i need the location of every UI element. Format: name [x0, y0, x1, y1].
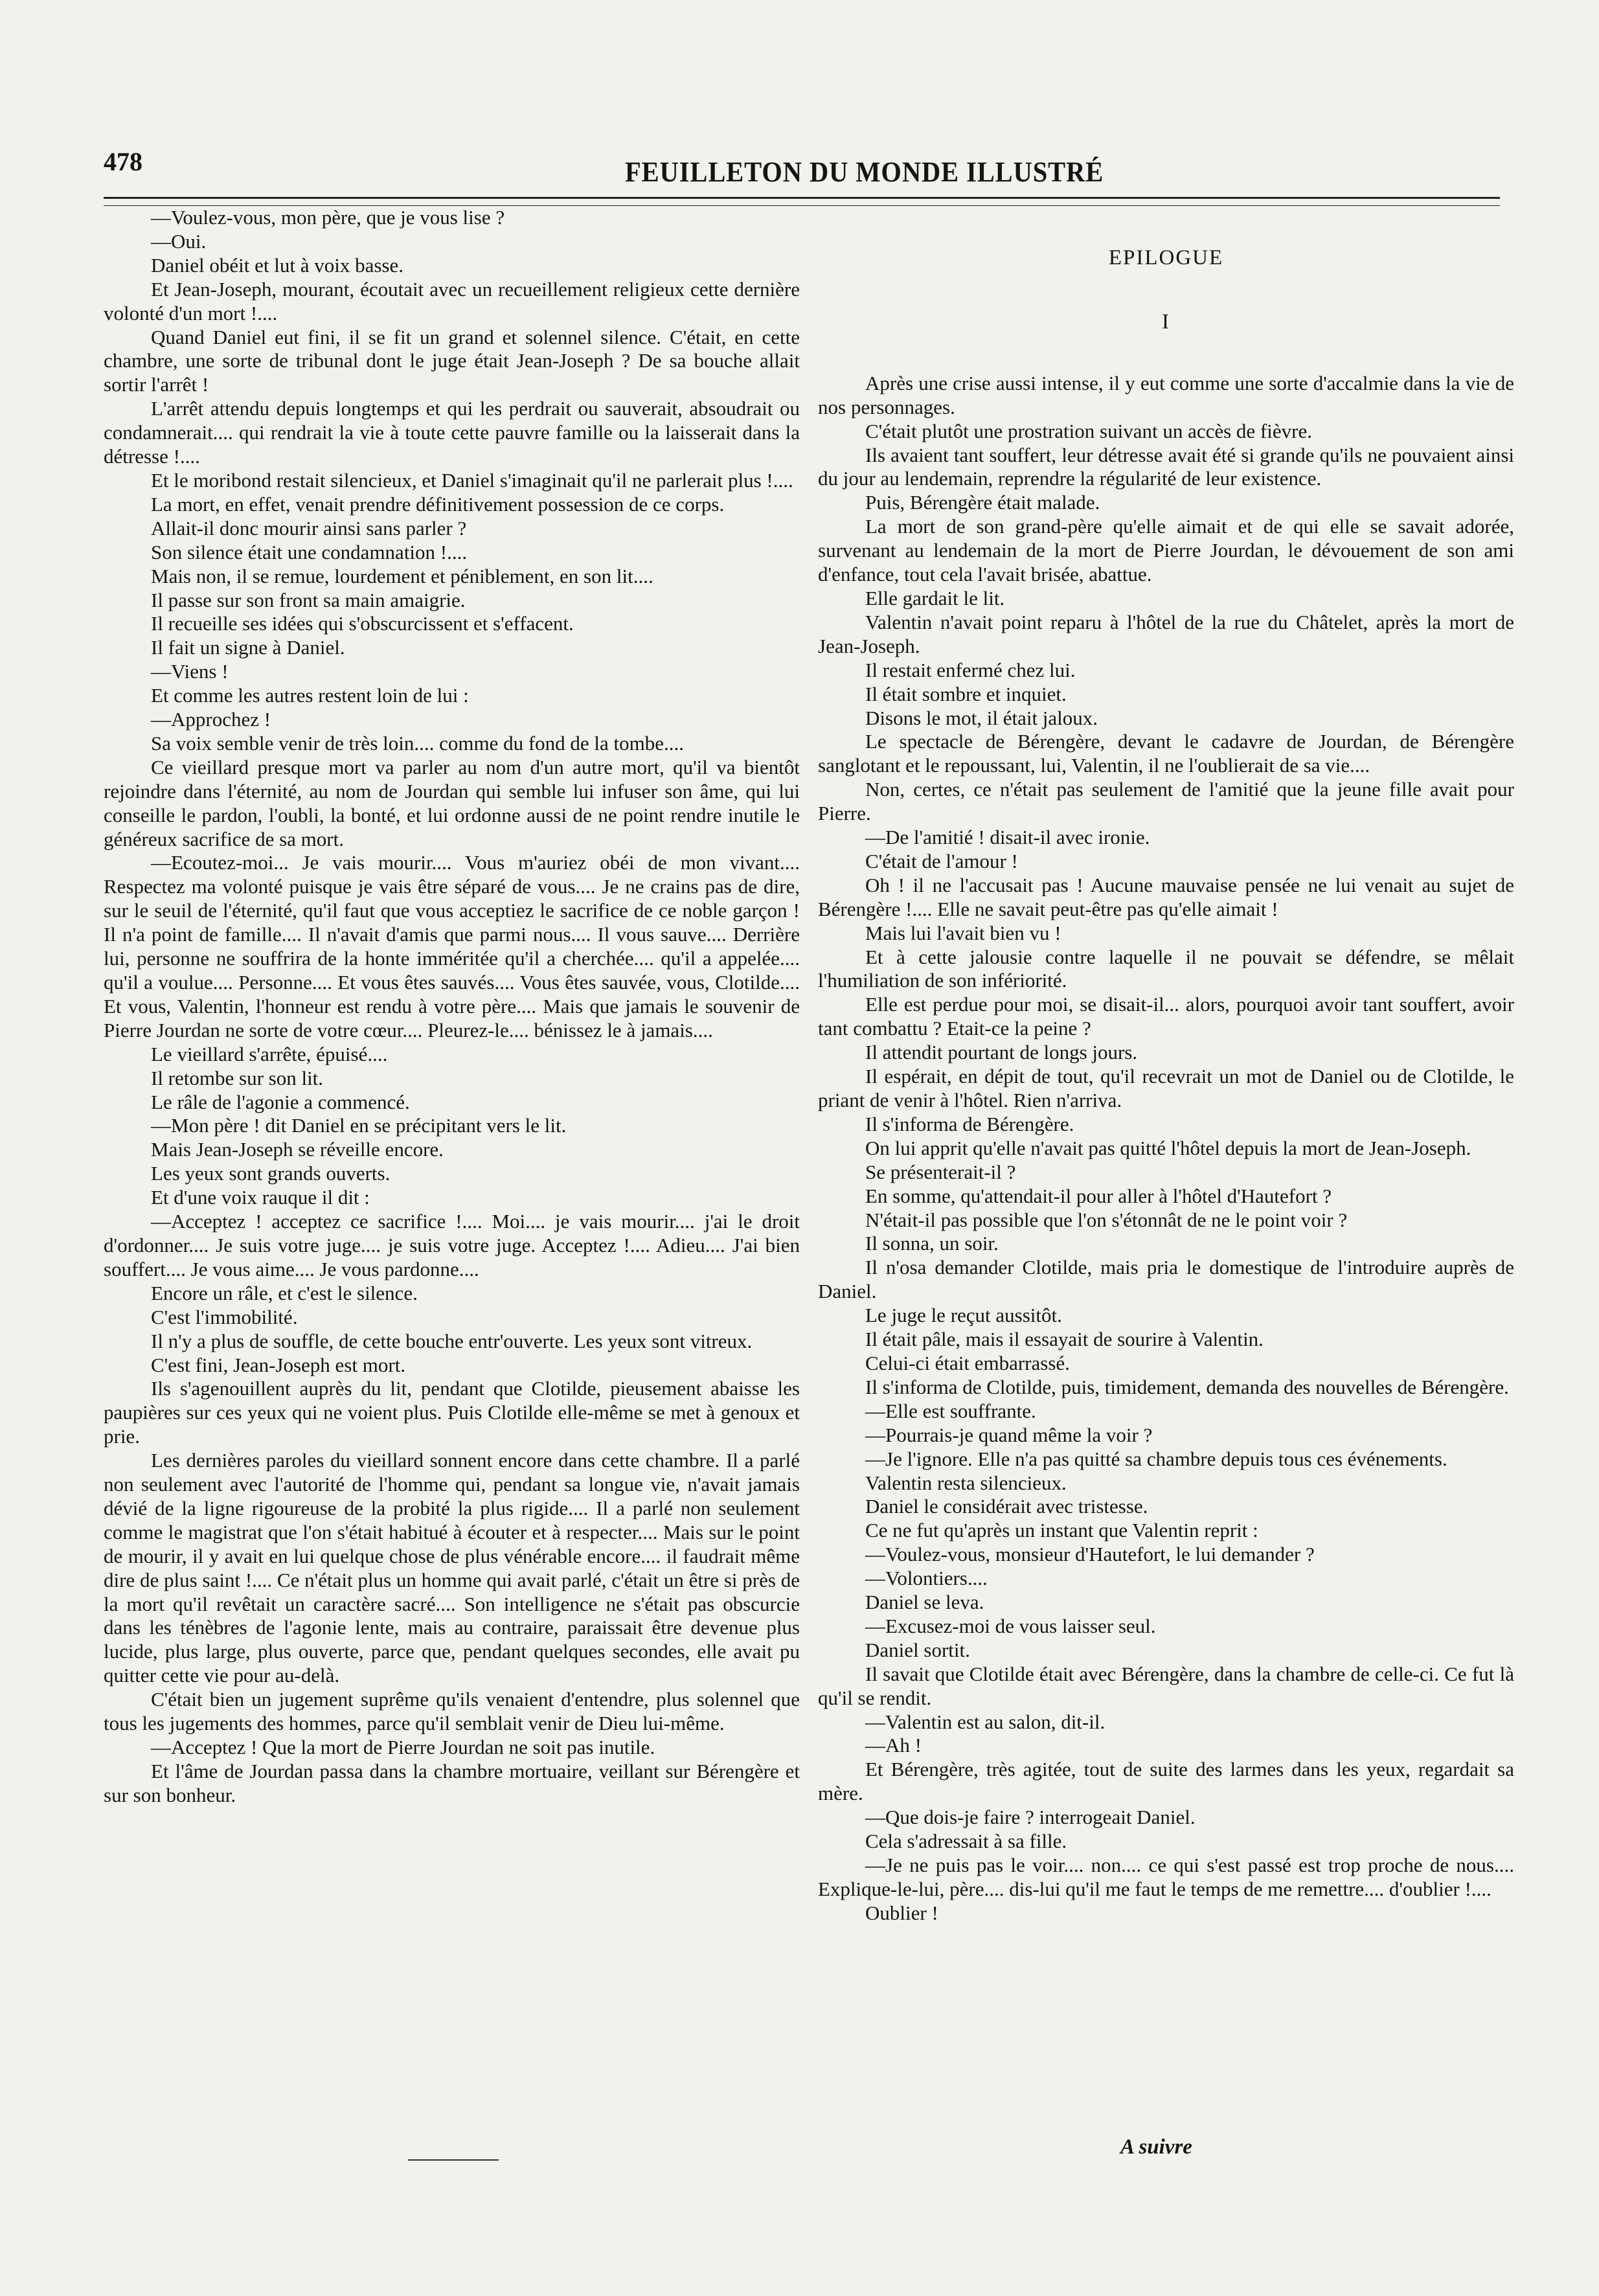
paragraph: Les yeux sont grands ouverts. [151, 1162, 391, 1185]
paragraph: Elle gardait le lit. [865, 586, 1005, 609]
paragraph: La mort, en effet, venait prendre définitivement possession de ce corps. [151, 492, 725, 516]
paragraph: Il s'informa de Bérengère. [865, 1112, 1074, 1135]
paragraph: Et d'une voix rauque il dit : [151, 1186, 370, 1209]
paragraph: Il était sombre et inquiet. [865, 682, 1067, 705]
paragraph: —Acceptez ! Que la mort de Pierre Jourdan ne soit pas inutile. [151, 1736, 655, 1758]
paragraph: Il restait enfermé chez lui. [865, 658, 1076, 681]
paragraph: Le râle de l'agonie a commencé. [151, 1090, 410, 1113]
paragraph: Il recueille ses idées qui s'obscurcissent et s'effacent. [151, 612, 574, 635]
paragraph: C'était bien un jugement suprême qu'ils venaient d'entendre, plus solennel que tous les jugements des hommes, parce qu'il semblait venir de Dieu lui-même. [104, 1688, 800, 1735]
paragraph: Ils avaient tant souffert, leur détresse avait été si grande qu'ils ne pouvaient ainsi du jour au lendemain, reprendre la régularité de leur existence. [818, 443, 1514, 490]
paragraph: Quand Daniel eut fini, il se fit un grand et solennel silence. C'était, en cette chambre, une sorte de tribunal dont le juge était Jean-Joseph ? De sa bouche allait sortir l'arrêt ! [104, 325, 800, 396]
paragraph: Le vieillard s'arrête, épuisé.... [151, 1042, 388, 1065]
paragraph: On lui apprit qu'elle n'avait pas quitté l'hôtel depuis la mort de Jean-Joseph. [865, 1136, 1471, 1159]
chapter-number: I [1162, 310, 1170, 334]
paragraph: —Approchez ! [151, 708, 271, 731]
paragraph: Mais non, il se remue, lourdement et péniblement, en son lit.... [151, 564, 653, 587]
paragraph: Puis, Bérengère était malade. [865, 491, 1100, 514]
paragraph: Et à cette jalousie contre laquelle il ne pouvait se défendre, se mêlait l'humiliation de son infériorité. [818, 945, 1514, 992]
paragraph: Il n'y a plus de souffle, de cette bouche entr'ouverte. Les yeux sont vitreux. [151, 1329, 753, 1352]
paragraph: C'est l'immobilité. [151, 1305, 298, 1328]
paragraph: Il était pâle, mais il essayait de sourire à Valentin. [865, 1328, 1264, 1351]
paragraph: Il passe sur son front sa main amaigrie. [151, 588, 466, 611]
paragraph: Il retombe sur son lit. [151, 1066, 324, 1089]
paragraph: Encore un râle, et c'est le silence. [151, 1281, 418, 1304]
page-number: 478 [104, 147, 142, 176]
paragraph: N'était-il pas possible que l'on s'étonnât de ne le point voir ? [865, 1208, 1348, 1231]
paragraph: Elle est perdue pour moi, se disait-il... alors, pourquoi avoir tant souffert, avoir tant combattu ? Etait-ce la peine ? [818, 993, 1514, 1040]
paragraph: —Que dois-je faire ? interrogeait Daniel. [865, 1806, 1196, 1829]
paragraph: —De l'amitié ! disait-il avec ironie. [865, 826, 1150, 849]
left-column [104, 206, 800, 1808]
paragraph: Allait-il donc mourir ainsi sans parler ? [151, 516, 467, 540]
paragraph: Valentin resta silencieux. [865, 1471, 1067, 1494]
paragraph: Il sonna, un soir. [865, 1232, 999, 1255]
paragraph: Cela s'adressait à sa fille. [865, 1830, 1067, 1853]
paragraph: Il fait un signe à Daniel. [151, 636, 345, 659]
paragraph: Les dernières paroles du vieillard sonnent encore dans cette chambre. Il a parlé non seulement avec l'autorité de l'homme qui, pendant sa longue vie, n'avait jamais dévié de la ligne rigoureuse de la probité la plus rigide.... Il a parlé non seulement comme le magistrat que l'on s'était habitué à écouter et à respecter.... Mais sur le point de mourir, il y avait en lui quelque chose de plus vénérable encore.... il faudrait même dire de plus saint !.... Ce n'était plus un homme qui avait parlé, c'était un être si près de la mort qu'il revêtait un caractère sacré.... Son intelligence ne s'était pas obscurcie dans les ténèbres de l'agonie lente, mais au contraire, paraissait être devenue plus lucide, plus large, plus ouverte, parce que, pendant quelques secondes, elle avait pu quitter cette vie pour au-delà. [104, 1449, 800, 1687]
header-double-rule [104, 197, 1500, 206]
paragraph: Valentin n'avait point reparu à l'hôtel de la rue du Châtelet, après la mort de Jean-Joseph. [818, 610, 1514, 657]
right-column [818, 246, 1514, 1926]
paragraph: Ce ne fut qu'après un instant que Valentin reprit : [865, 1519, 1258, 1542]
paragraph: Disons le mot, il était jaloux. [865, 706, 1098, 729]
paragraph: Daniel le considérait avec tristesse. [865, 1495, 1148, 1518]
closing-rule [408, 2159, 499, 2161]
paragraph: C'est fini, Jean-Joseph est mort. [151, 1353, 406, 1376]
paragraph: —Je l'ignore. Elle n'a pas quitté sa chambre depuis tous ces événements. [865, 1447, 1447, 1470]
paragraph: Daniel se leva. [865, 1591, 984, 1614]
paragraph: Non, certes, ce n'était pas seulement de l'amitié que la jeune fille avait pour Pierre. [818, 778, 1514, 825]
paragraph: Et comme les autres restent loin de lui : [151, 684, 469, 707]
paragraph: Et Jean-Joseph, mourant, écoutait avec un recueillement religieux cette dernière volonté d'un mort !.... [104, 277, 800, 324]
paragraph: —Viens ! [151, 660, 229, 683]
paragraph: Ce vieillard presque mort va parler au nom d'un autre mort, qu'il va bientôt rejoindre dans l'éternité, au nom de Jourdan qui semble lui infuser son âme, qui lui conseille le pardon, l'oubli, la bonté, et lui ordonne aussi de ne point rendre inutile le généreux sacrifice de sa mort. [104, 755, 800, 850]
paragraph: En somme, qu'attendait-il pour aller à l'hôtel d'Hautefort ? [865, 1184, 1332, 1207]
paragraph: —Je ne puis pas le voir.... non.... ce qui s'est passé est trop proche de nous.... Explique-le-lui, père.... dis-lui qu'il me faut le temps de me remettre.... d'oublier !.... [818, 1854, 1514, 1900]
paragraph: C'était plutôt une prostration suivant un accès de fièvre. [865, 419, 1312, 442]
paragraph: Ils s'agenouillent auprès du lit, pendant que Clotilde, pieusement abaisse les paupières sur ces yeux qui ne voient plus. Puis Clotilde elle-même se met à genoux et prie. [104, 1377, 800, 1448]
paragraph: Daniel sortit. [865, 1638, 970, 1661]
running-title: FEUILLETON DU MONDE ILLUSTRÉ [625, 156, 1104, 188]
paragraph: —Ecoutez-moi... Je vais mourir.... Vous m'auriez obéi de mon vivant.... Respectez ma volonté puisque je vais être séparé de vous.... Je ne crains pas de dire, sur le seuil de l'éternité, qu'il faut que vous acceptiez le sacrifice de ce noble garçon ! Il n'a point de famille.... Il n'avait d'amis que parmi nous.... Il vous sauve.... Derrière lui, personne ne souffrira de la honte imméritée qu'il a cherchée.... qu'il a appelée.... qu'il a voulue.... Personne.... Et vous êtes sauvés.... Vous êtes sauvée, vous, Clotilde.... Et vous, Valentin, l'honneur est rendu à votre père.... Mais que jamais le souvenir de Pierre Jourdan ne sorte de votre cœur.... Pleurez-le.... bénissez le à jamais.... [104, 851, 800, 1041]
paragraph: La mort de son grand-père qu'elle aimait et de qui elle se savait adorée, survenant au lendemain de la mort de Pierre Jourdan, le dévouement de son ami d'enfance, tout cela l'avait brisée, abattue. [818, 515, 1514, 586]
paragraph: —Elle est souffrante. [865, 1399, 1036, 1422]
paragraph: —Excusez-moi de vous laisser seul. [865, 1614, 1156, 1637]
paragraph: Et Bérengère, très agitée, tout de suite des larmes dans les yeux, regardait sa mère. [818, 1758, 1514, 1805]
paragraph: Mais lui l'avait bien vu ! [865, 921, 1061, 944]
paragraph: C'était de l'amour ! [865, 849, 1018, 872]
paragraph: Celui-ci était embarrassé. [865, 1351, 1070, 1374]
paragraph: Il espérait, en dépit de tout, qu'il recevrait un mot de Daniel ou de Clotilde, le priant de venir à l'hôtel. Rien n'arriva. [818, 1065, 1514, 1111]
paragraph: Le juge le reçut aussitôt. [865, 1304, 1062, 1327]
paragraph: L'arrêt attendu depuis longtemps et qui les perdrait ou sauverait, absoudrait ou condamnerait.... qui rendrait la vie à toute cette pauvre famille ou la laisserait dans la détresse !.... [104, 397, 800, 468]
paragraph: —Valentin est au salon, dit-il. [865, 1710, 1106, 1733]
paragraph: Oh ! il ne l'accusait pas ! Aucune mauvaise pensée ne lui venait au sujet de Bérengère !.... Elle ne savait peut-être pas qu'elle aimait ! [818, 873, 1514, 920]
paragraph: Il n'osa demander Clotilde, mais pria le domestique de l'introduire auprès de Daniel. [818, 1256, 1514, 1303]
paragraph: —Voulez-vous, mon père, que je vous lise ? [151, 206, 505, 229]
paragraph: Il s'informa de Clotilde, puis, timidement, demanda des nouvelles de Bérengère. [865, 1375, 1509, 1398]
paragraph: Son silence était une condamnation !.... [151, 540, 468, 563]
paragraph: Il attendit pourtant de longs jours. [865, 1041, 1138, 1064]
paragraph: Et l'âme de Jourdan passa dans la chambre mortuaire, veillant sur Bérengère et sur son bonheur. [104, 1759, 800, 1806]
continuation-note: A suivre [1120, 2135, 1192, 2159]
right-column-body [818, 372, 1514, 1926]
paragraph: Et le moribond restait silencieux, et Daniel s'imaginait qu'il ne parlerait plus !.... [151, 468, 793, 492]
paragraph: Daniel obéit et lut à voix basse. [151, 253, 403, 277]
paragraph: —Volontiers.... [865, 1567, 988, 1590]
paragraph: Mais Jean-Joseph se réveille encore. [151, 1138, 444, 1161]
paragraph: Sa voix semble venir de très loin.... comme du fond de la tombe.... [151, 731, 685, 755]
section-title: EPILOGUE [1108, 246, 1224, 269]
paragraph: Il savait que Clotilde était avec Bérengère, dans la chambre de celle-ci. Ce fut là qu'il se rendit. [818, 1662, 1514, 1709]
paragraph: Le spectacle de Bérengère, devant le cadavre de Jourdan, de Bérengère sanglotant et le repoussant, lui, Valentin, il ne l'oublierait de sa vie.... [818, 730, 1514, 777]
paragraph: Oublier ! [865, 1901, 938, 1924]
paragraph: —Oui. [151, 229, 207, 253]
paragraph: —Ah ! [865, 1734, 922, 1757]
paragraph: —Pourrais-je quand même la voir ? [865, 1423, 1153, 1446]
paragraph: —Voulez-vous, monsieur d'Hautefort, le lui demander ? [865, 1543, 1315, 1566]
paragraph: Se présenterait-il ? [865, 1160, 1016, 1183]
paragraph: —Mon père ! dit Daniel en se précipitant vers le lit. [151, 1114, 567, 1137]
paragraph: —Acceptez ! acceptez ce sacrifice !.... Moi.... je vais mourir.... j'ai le droit d'ordonner.... Je suis votre juge.... je suis votre juge. Acceptez !.... Adieu.... J'ai bien souffert.... Je vous aime.... Je vous pardonne.... [104, 1210, 800, 1280]
paragraph: Après une crise aussi intense, il y eut comme une sorte d'accalmie dans la vie de nos personnages. [818, 371, 1514, 418]
